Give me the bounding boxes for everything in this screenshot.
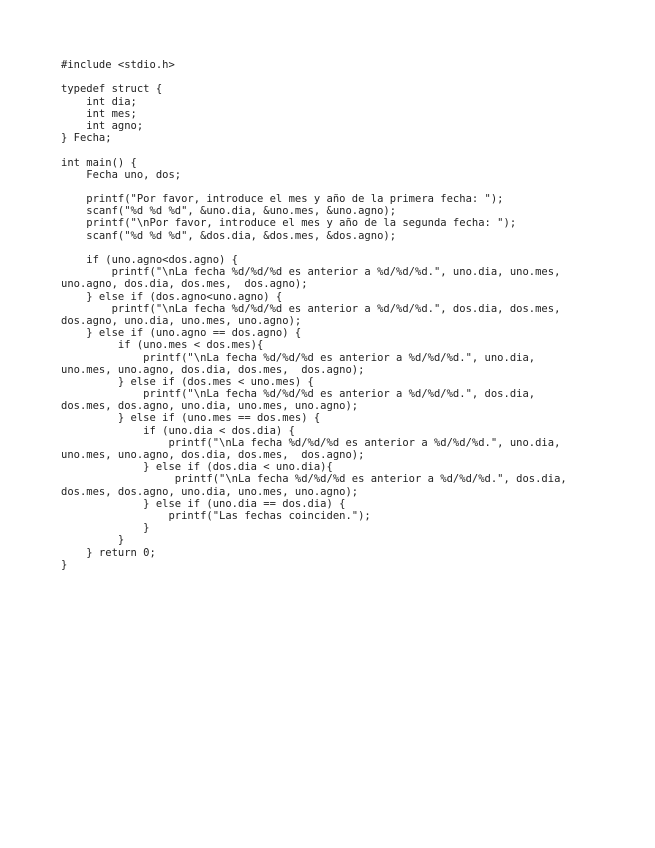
code-line: } else if (dos.agno<uno.agno) { (61, 290, 283, 303)
code-line: printf("\nLa fecha %d/%d/%d es anterior a %d/%d/%d.", dos.dia, (61, 388, 536, 401)
code-line: uno.mes, uno.agno, dos.dia, dos.mes, dos.agno); (61, 363, 365, 376)
code-line: printf("Por favor, introduce el mes y año de la primera fecha: "); (61, 193, 504, 206)
code-line: } else if (dos.dia < uno.dia){ (61, 461, 333, 474)
code-line: if (uno.agno<dos.agno) { (61, 254, 239, 266)
code-line: int mes; (61, 107, 137, 120)
code-line: uno.agno, dos.dia, dos.mes, dos.agno); (61, 278, 308, 291)
code-line: if (uno.mes < dos.mes){ (61, 339, 264, 352)
code-line: } else if (uno.dia == dos.dia) { (61, 497, 346, 510)
code-line: scanf("%d %d %d", &uno.dia, &uno.mes, &uno.agno); (61, 205, 397, 218)
code-line: printf("\nLa fecha %d/%d/%d es anterior a %d/%d/%d.", dos.dia, (61, 473, 567, 486)
code-line: printf("\nPor favor, introduce el mes y año de la segunda fecha: "); (61, 217, 517, 230)
code-line: printf("\nLa fecha %d/%d/%d es anterior a %d/%d/%d.", uno.dia, (61, 436, 561, 449)
code-line: } (61, 558, 68, 571)
code-line: int main() { (61, 156, 137, 169)
code-line: printf("\nLa fecha %d/%d/%d es anterior a %d/%d/%d.", dos.dia, dos.mes, (61, 302, 561, 315)
code-line: dos.agno, uno.dia, uno.mes, uno.agno); (61, 314, 302, 327)
code-line: if (uno.dia < dos.dia) { (61, 424, 295, 437)
code-listing (61, 59, 621, 571)
code-line (61, 144, 621, 156)
code-line: int dia; (61, 95, 137, 108)
code-line: } Fecha; (61, 132, 112, 145)
code-line: dos.mes, dos.agno, uno.dia, uno.mes, uno.agno); (61, 400, 359, 413)
code-line (61, 242, 621, 254)
code-line: Fecha uno, dos; (61, 168, 182, 181)
code-line: } else if (uno.mes == dos.mes) { (61, 412, 321, 425)
code-line: printf("Las fechas coinciden."); (61, 509, 371, 522)
code-line: printf("\nLa fecha %d/%d/%d es anterior a %d/%d/%d.", uno.dia, uno.mes, (61, 266, 561, 279)
code-line: } (61, 522, 150, 535)
code-line: } return 0; (61, 546, 156, 559)
code-line: } else if (uno.agno == dos.agno) { (61, 327, 302, 340)
code-line: typedef struct { (61, 83, 163, 96)
code-line: #include <stdio.h> (61, 59, 175, 71)
code-line: dos.mes, dos.agno, uno.dia, uno.mes, uno.agno); (61, 485, 359, 498)
code-line: printf("\nLa fecha %d/%d/%d es anterior a %d/%d/%d.", uno.dia, (61, 351, 536, 364)
code-line: uno.mes, uno.agno, dos.dia, dos.mes, dos.agno); (61, 449, 365, 461)
code-line: } (61, 534, 125, 547)
code-line: scanf("%d %d %d", &dos.dia, &dos.mes, &dos.agno); (61, 229, 397, 242)
code-line (61, 71, 621, 83)
code-line: int agno; (61, 119, 144, 132)
code-line: } else if (dos.mes < uno.mes) { (61, 375, 314, 388)
code-line (61, 181, 621, 193)
